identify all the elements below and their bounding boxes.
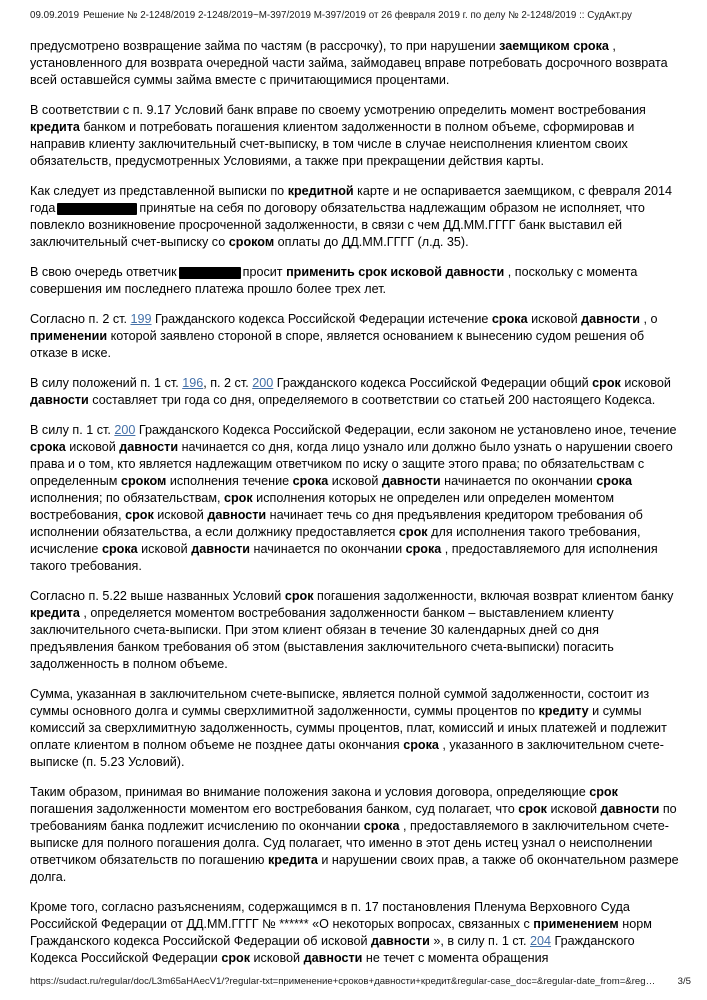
bold-keyword: давности bbox=[119, 440, 179, 454]
bold-keyword: давности bbox=[30, 393, 89, 407]
text-run: карте и не оспаривается заемщиком, с февраля 2014 года bbox=[30, 184, 673, 215]
paragraph bbox=[30, 899, 680, 967]
text-run: », в силу п. 1 ст. bbox=[429, 934, 530, 948]
text-run: , указанного в заключительном счете-выписке (п. 5.23 Условий). bbox=[30, 738, 664, 769]
statute-link[interactable]: 200 bbox=[252, 376, 274, 390]
bold-keyword: сроком bbox=[228, 235, 275, 249]
bold-keyword: кредитной bbox=[287, 184, 354, 198]
text-run: начинается по окончании bbox=[250, 542, 406, 556]
text-run: исковой bbox=[250, 951, 304, 965]
bold-keyword: срока bbox=[403, 738, 439, 752]
text-run: Гражданского кодекса Российской Федерации общий bbox=[273, 376, 593, 390]
text-run: и нарушении своих прав, а также об окончательном размере долга. bbox=[30, 853, 679, 884]
statute-link[interactable]: 199 bbox=[130, 312, 152, 326]
text-run: , определяется моментом востребования задолженности банком – выставлением клиенту заключительного счета-выписки. При этом клиент обязан в течение 30 календарных дней со дня предъявления банком требования об этом (выставления заключительного счета-выписки) погасить задолженность в полном объеме. bbox=[30, 606, 614, 671]
paragraph bbox=[30, 183, 680, 251]
paragraph bbox=[30, 311, 680, 362]
text-run: исковой bbox=[328, 474, 382, 488]
text-run: погашения задолженности, включая возврат клиентом банку bbox=[313, 589, 674, 603]
paragraph bbox=[30, 686, 680, 771]
bold-keyword: срока bbox=[596, 474, 632, 488]
bold-keyword: давности bbox=[303, 951, 363, 965]
paragraph bbox=[30, 102, 680, 170]
text-run: Кроме того, согласно разъяснениям, содержащимся в п. 17 постановления Пленума Верховного Суда Российской Федерации от ДД.ММ.ГГГГ № ****** «О некоторых вопросах, связанных с bbox=[30, 900, 630, 931]
bold-keyword: срок bbox=[592, 376, 621, 390]
text-run: банком и потребовать погашения клиентом задолженности в полном объеме, сформировав и направив клиенту заключительный счет-выписку, в том числе в случае неисполнения клиентом своих обязательств, предусмотренных Условиями, а также при прекращении действия карты. bbox=[30, 120, 635, 168]
text-run: предусмотрено возвращение займа по частям (в рассрочку), то при нарушении bbox=[30, 39, 500, 53]
bold-keyword: срок bbox=[398, 525, 428, 539]
bold-keyword: применении bbox=[30, 329, 108, 343]
paragraph bbox=[30, 588, 680, 673]
paragraph bbox=[30, 38, 680, 89]
bold-keyword: сроком bbox=[120, 474, 167, 488]
text-run: и суммы комиссий за сверхлимитную задолженность, суммы процентов, плат, комиссий и иных платежей и подлежит оплате клиентом в полном объеме не позднее даты окончания bbox=[30, 704, 667, 752]
bold-keyword: срок bbox=[518, 802, 547, 816]
text-run: Гражданского Кодекса Российской Федерации bbox=[30, 934, 635, 965]
paragraph bbox=[30, 375, 680, 409]
bold-keyword: срок bbox=[125, 508, 154, 522]
text-run: начинает течь со дня предъявления кредитором требования об исполнении обязательства, а если должнику предоставляется bbox=[30, 508, 643, 539]
text-run: исковой bbox=[546, 802, 601, 816]
text-run: , установленного для возврата очередной части займа, займодавец вправе потребовать досрочного возврата всей оставшейся суммы займа вместе с причитающимися процентами. bbox=[30, 39, 668, 87]
bold-keyword: давности bbox=[191, 542, 251, 556]
text-run: принятые на себя по договору обязательства надлежащим образом не исполняет, что повлекло возникновение просроченной задолженности, в связи с чем ДД.ММ.ГГГГ банк выставил ей заключительный счет-выписку со bbox=[30, 201, 645, 249]
text-run: В силу п. 1 ст. bbox=[30, 423, 115, 437]
text-run: начинается со дня, когда лицо узнало или должно было узнать о нарушении своего права и о том, кто является надлежащим ответчиком по иску о защите этого права; по обязательствам с определенным bbox=[30, 440, 673, 488]
print-header bbox=[30, 10, 685, 24]
bold-keyword: заемщиком срока bbox=[499, 39, 609, 53]
bold-keyword: давности bbox=[371, 934, 430, 948]
text-run: просит bbox=[242, 265, 287, 279]
redaction-box bbox=[57, 203, 137, 215]
paragraph bbox=[30, 784, 680, 886]
text-run: которой заявлено стороной в споре, является основанием к вынесению судом решения об отказе в иске. bbox=[30, 329, 645, 360]
text-run: погашения задолженности моментом его востребования банком, суд полагает, что bbox=[30, 802, 519, 816]
bold-keyword: кредита bbox=[30, 606, 80, 620]
bold-keyword: срока bbox=[363, 819, 400, 833]
redaction-box bbox=[179, 267, 241, 279]
bold-keyword: применением bbox=[533, 917, 619, 931]
text-run: оплаты до ДД.ММ.ГГГГ (л.д. 35). bbox=[274, 235, 469, 249]
bold-keyword: давности bbox=[600, 802, 660, 816]
statute-link[interactable]: 196 bbox=[182, 376, 204, 390]
print-footer bbox=[30, 976, 691, 989]
text-run: В силу положений п. 1 ст. bbox=[30, 376, 183, 390]
text-run: Как следует из представленной выписки по bbox=[30, 184, 288, 198]
bold-keyword: кредиту bbox=[538, 704, 589, 718]
document-body bbox=[30, 38, 680, 980]
text-run: , предоставляемого для исполнения такого требования. bbox=[30, 542, 658, 573]
text-run: Гражданского кодекса Российской Федерации истечение bbox=[151, 312, 492, 326]
text-run: Сумма, указанная в заключительном счете-выписке, является полной суммой задолженности, состоит из суммы основного долга и суммы сверхлимитной задолженности, суммы процентов по bbox=[30, 687, 650, 718]
text-run: В свою очередь ответчик bbox=[30, 265, 177, 279]
text-run: исковой bbox=[65, 440, 120, 454]
document-title: Решение № 2-1248/2019 2-1248/2019~М-397/2019 М-397/2019 от 26 февраля 2019 г. по делу № 2-1248/2019 :: СудАкт.ру bbox=[83, 10, 632, 21]
text-run: , предоставляемого в заключительном счете-выписке для полного погашения долга. Суд полагает, что именно в этот день истец узнал о неисполнении ответчиком обязательств по погашению bbox=[30, 819, 669, 867]
bold-keyword: срока bbox=[491, 312, 528, 326]
statute-link[interactable]: 200 bbox=[114, 423, 136, 437]
text-run: составляет три года со дня, определяемого в соответствии со статьей 200 настоящего Кодекса. bbox=[88, 393, 656, 407]
text-run: для исполнения такого требования, исчисление bbox=[30, 525, 641, 556]
bold-keyword: применить срок исковой давности bbox=[286, 265, 505, 279]
bold-keyword: срок bbox=[589, 785, 618, 799]
text-run: Согласно п. 5.22 выше названных Условий bbox=[30, 589, 285, 603]
text-run: исковой bbox=[137, 542, 192, 556]
text-run: исполнения течение bbox=[166, 474, 293, 488]
paragraph bbox=[30, 422, 680, 575]
bold-keyword: срока bbox=[101, 542, 138, 556]
text-run: В соответствии с п. 9.17 Условий банк вправе по своему усмотрению определить момент востребования bbox=[30, 103, 646, 117]
text-run: исполнения; по обязательствам, bbox=[30, 491, 224, 505]
page-indicator: 3/5 bbox=[677, 976, 691, 987]
text-run: Гражданского Кодекса Российской Федерации, если законом не установлено иное, течение bbox=[135, 423, 677, 437]
text-run: начинается по окончании bbox=[440, 474, 597, 488]
statute-link[interactable]: 204 bbox=[530, 934, 552, 948]
text-run: по требованиям банка подлежит исчислению по окончании bbox=[30, 802, 677, 833]
bold-keyword: срока bbox=[30, 440, 66, 454]
text-run: норм Гражданского кодекса Российской Федерации об исковой bbox=[30, 917, 652, 948]
text-run: исковой bbox=[620, 376, 671, 390]
text-run: Таким образом, принимая во внимание положения закона и условия договора, определяющие bbox=[30, 785, 590, 799]
bold-keyword: срок bbox=[223, 491, 253, 505]
bold-keyword: давности bbox=[581, 312, 640, 326]
bold-keyword: давности bbox=[207, 508, 267, 522]
text-run: исполнения которых не определен или определен моментом востребования, bbox=[30, 491, 615, 522]
text-run: , п. 2 ст. bbox=[203, 376, 253, 390]
text-run: , поскольку с момента совершения им последнего платежа прошло более трех лет. bbox=[30, 265, 638, 296]
text-run: не течет с момента обращения bbox=[362, 951, 549, 965]
text-run: , о bbox=[639, 312, 658, 326]
bold-keyword: срок bbox=[221, 951, 251, 965]
text-run: исковой bbox=[527, 312, 582, 326]
bold-keyword: срока bbox=[405, 542, 442, 556]
bold-keyword: кредита bbox=[30, 120, 80, 134]
bold-keyword: кредита bbox=[267, 853, 318, 867]
text-run: Согласно п. 2 ст. bbox=[30, 312, 131, 326]
text-run: исковой bbox=[153, 508, 208, 522]
source-url: https://sudact.ru/regular/doc/L3m65aHAecV1/?regular-txt=применение+сроков+давности+кредит&regular-case_doc=&regular-date_from=&reg… bbox=[30, 976, 656, 987]
bold-keyword: давности bbox=[381, 474, 441, 488]
bold-keyword: срок bbox=[284, 589, 314, 603]
print-date: 09.09.2019 bbox=[30, 10, 80, 21]
bold-keyword: срока bbox=[292, 474, 329, 488]
paragraph bbox=[30, 264, 680, 298]
